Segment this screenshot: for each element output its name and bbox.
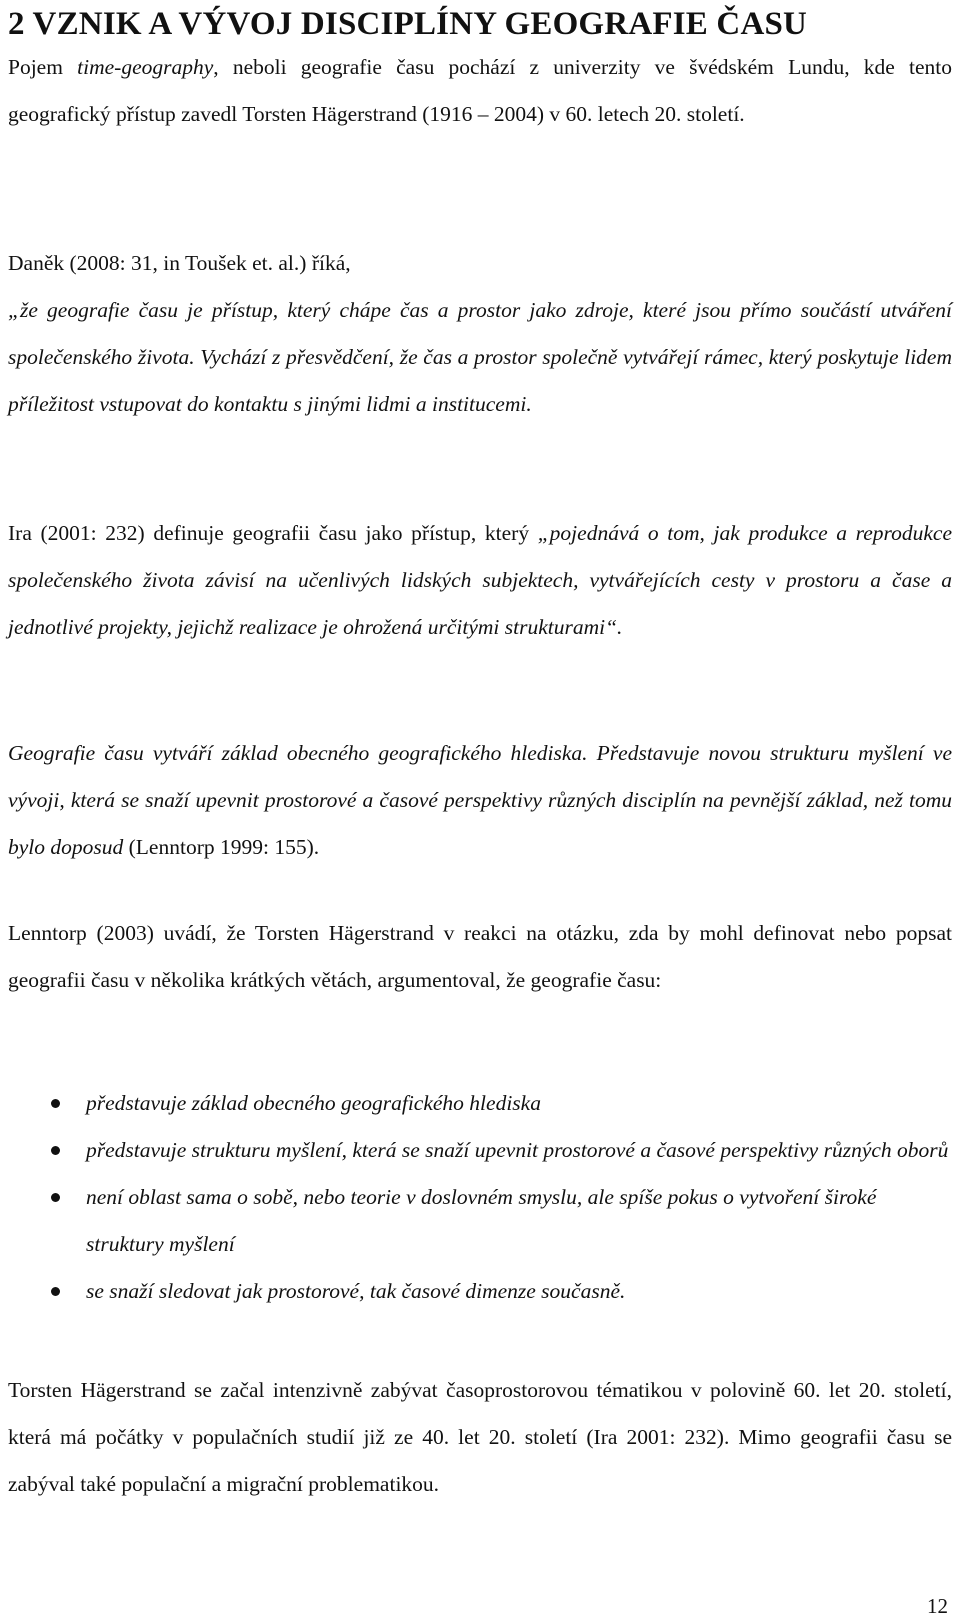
intro-term-italic: time-geography	[77, 55, 214, 79]
list-item	[0, 1080, 952, 1127]
ira-quote-italic: „pojednává o tom, jak produkce a reprodukce společenského života závisí na učenlivých lidských subjektech, vytvářejících cesty v prostoru a čase a jednotlivé projekty, jejichž realizace je ohrožená určitými strukturami“.	[8, 521, 952, 639]
list-item-text: není oblast sama o sobě, nebo teorie v doslovném smyslu, ale spíše pokus o vytvoření široké struktury myšlení	[86, 1185, 877, 1256]
intro-text-end: , neboli geografie času pochází z univerzity ve švédském Lundu, kde tento geografický přístup zavedl Torsten Hägerstrand (1916 – 2004) v 60. letech 20. století.	[8, 55, 952, 126]
list-item-text: představuje strukturu myšlení, která se snaží upevnit prostorové a časové perspektivy různých oborů	[86, 1138, 949, 1162]
paragraph-lenntorp-2003: Lenntorp (2003) uvádí, že Torsten Hägerstrand v reakci na otázku, zda by mohl definovat nebo popsat geografii času v několika krátkých větách, argumentoval, že geografie času:	[8, 921, 952, 992]
danek-quote-italic: „že geografie času je přístup, který chápe čas a prostor jako zdroje, které jsou přímo součástí utváření společenského života. Vychází z přesvědčení, že čas a prostor společně vytvářejí rámec, který poskytuje lidem příležitost vstupovat do kontaktu s jinými lidmi a institucemi.	[8, 298, 952, 416]
bullet-dot-icon	[51, 1193, 60, 1202]
list-item	[0, 1174, 952, 1268]
paragraph-ira	[8, 510, 952, 651]
list-item-text: se snaží sledovat jak prostorové, tak časové dimenze současně.	[86, 1279, 626, 1303]
list-item	[0, 1127, 952, 1174]
list-item	[0, 1268, 952, 1315]
paragraph-intro	[8, 44, 952, 138]
lenntorp-1999-italic: Geografie času vytváří základ obecného geografického hlediska. Představuje novou strukturu myšlení ve vývoji, která se snaží upevnit prostorové a časové perspektivy různých disciplín na pevnější základ, než tomu bylo doposud	[8, 741, 952, 859]
paragraph-hagerstrand: Torsten Hägerstrand se začal intenzivně zabývat časoprostorovou tématikou v polovině 60. let 20. století, která má počátky v populačních studií již ze 40. let 20. století (Ira 2001: 232). Mimo geografii času se zabýval také populační a migrační problematikou.	[8, 1378, 952, 1496]
bullet-dot-icon	[51, 1099, 60, 1108]
bullet-dot-icon	[51, 1287, 60, 1296]
paragraph-danek-citation: Daněk (2008: 31, in Toušek et. al.) říká,	[8, 251, 351, 275]
bullet-dot-icon	[51, 1146, 60, 1155]
page-number: 12	[927, 1594, 948, 1618]
intro-text-start: Pojem	[8, 55, 78, 79]
chapter-heading: 2 VZNIK A VÝVOJ DISCIPLÍNY GEOGRAFIE ČASU	[8, 6, 808, 42]
paragraph-danek-quote	[8, 287, 952, 428]
list-item-text: představuje základ obecného geografického hlediska	[86, 1091, 541, 1115]
ira-text: Ira (2001: 232) definuje geografii času jako přístup, který	[8, 521, 538, 545]
paragraph-lenntorp-1999	[8, 730, 952, 871]
bullet-list	[0, 1080, 952, 1315]
lenntorp-1999-citation: (Lenntorp 1999: 155).	[123, 835, 320, 859]
